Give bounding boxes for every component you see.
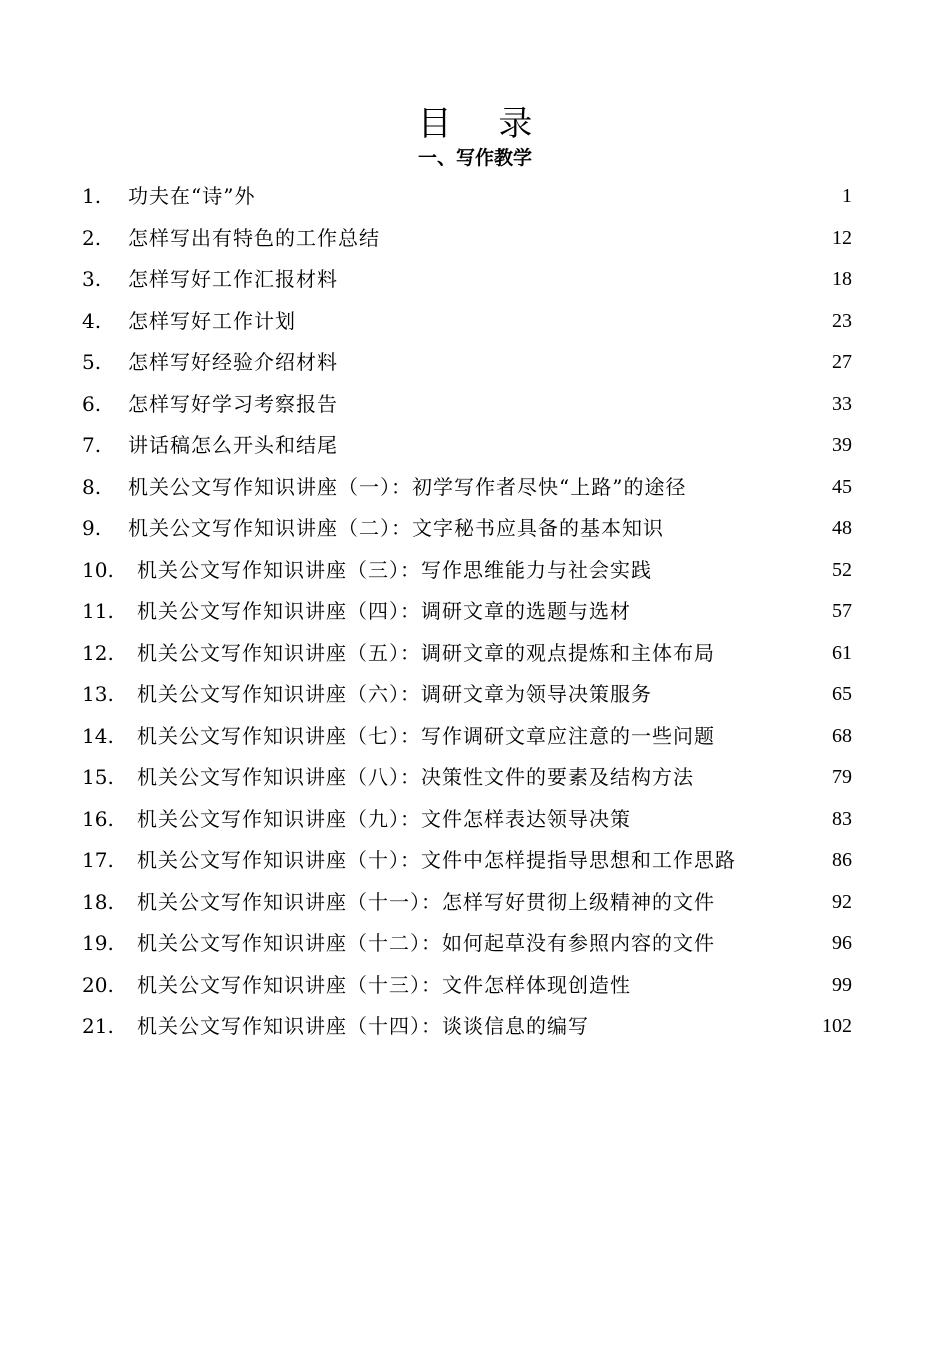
toc-entry-page-number: 39 [832,434,852,456]
toc-entry-title[interactable]: 怎样写好学习考察报告 [128,391,338,416]
toc-entry-page-number: 57 [832,600,852,622]
toc-entry-title[interactable]: 机关公文写作知识讲座（八）：决策性文件的要素及结构方法 [137,765,694,789]
toc-entry[interactable] [82,674,852,716]
toc-entry-number: 8. [82,474,102,499]
toc-entry[interactable] [82,716,852,758]
toc-entry-number: 13. [82,682,114,706]
toc-entry[interactable] [82,550,852,592]
toc-entry-page-number: 83 [832,807,852,830]
toc-entry-page-number: 92 [832,890,852,913]
toc-entry-number: 11. [82,599,114,623]
toc-entry-number: 3. [82,267,102,291]
toc-entry-page-number: 86 [832,849,852,871]
toc-entry-number: 15. [82,765,114,789]
toc-entry[interactable] [82,425,852,467]
toc-entry-page-number: 102 [822,1015,852,1037]
toc-entry-page-number: 99 [832,973,852,996]
toc-entry[interactable] [82,965,852,1007]
toc-entry-page-number: 65 [832,683,852,705]
toc-entry[interactable] [82,591,852,633]
toc-entry[interactable] [82,923,852,965]
toc-entry-number: 21. [82,1014,114,1038]
toc-entry-title[interactable]: 机关公文写作知识讲座（五）：调研文章的观点提炼和主体布局 [137,640,715,665]
toc-entry-title[interactable]: 讲话稿怎么开头和结尾 [128,433,338,457]
toc-entry[interactable] [82,799,852,841]
toc-entry-page-number: 1 [842,185,852,207]
toc-entry-number: 12. [82,640,114,665]
toc-entry-number: 1. [82,184,102,208]
toc-entry-title[interactable]: 怎样写出有特色的工作总结 [128,225,380,250]
toc-entry[interactable] [82,1006,852,1048]
toc-entry-number: 10. [82,557,114,582]
toc-entry-number: 9. [82,516,102,540]
toc-entry-title[interactable]: 机关公文写作知识讲座（十一）：怎样写好贯彻上级精神的文件 [137,889,715,914]
toc-entry[interactable] [82,508,852,550]
toc-entry-page-number: 61 [832,641,852,664]
table-of-contents [82,176,852,1048]
toc-entry-title[interactable]: 机关公文写作知识讲座（一）：初学写作者尽快“上路”的途径 [128,474,687,499]
toc-entry-page-number: 12 [832,226,852,249]
toc-entry-number: 2. [82,225,102,250]
toc-entry-title[interactable]: 功夫在“诗”外 [128,184,256,208]
toc-entry-title[interactable]: 机关公文写作知识讲座（二）：文字秘书应具备的基本知识 [128,516,664,540]
toc-entry-number: 7. [82,433,102,457]
toc-entry-page-number: 48 [832,517,852,539]
toc-entry[interactable] [82,342,852,384]
toc-entry-number: 4. [82,308,102,333]
toc-entry-number: 17. [82,848,114,872]
toc-entry-page-number: 68 [832,724,852,747]
toc-entry-page-number: 79 [832,766,852,788]
toc-entry-page-number: 45 [832,475,852,498]
toc-entry-title[interactable]: 机关公文写作知识讲座（七）：写作调研文章应注意的一些问题 [137,723,715,748]
toc-entry[interactable] [82,882,852,924]
toc-entry[interactable] [82,840,852,882]
toc-entry[interactable] [82,467,852,509]
toc-entry-page-number: 52 [832,558,852,581]
toc-entry-title[interactable]: 机关公文写作知识讲座（四）：调研文章的选题与选材 [137,599,631,623]
toc-entry-title[interactable]: 机关公文写作知识讲座（十二）：如何起草没有参照内容的文件 [137,931,715,955]
toc-entry-number: 18. [82,889,114,914]
toc-entry[interactable] [82,384,852,426]
toc-entry[interactable] [82,301,852,343]
toc-entry-number: 5. [82,350,102,374]
toc-entry-number: 16. [82,806,114,831]
toc-entry-page-number: 18 [832,268,852,290]
toc-entry[interactable] [82,633,852,675]
toc-entry-page-number: 27 [832,351,852,373]
toc-entry-title[interactable]: 怎样写好经验介绍材料 [128,350,338,374]
toc-entry-title[interactable]: 机关公文写作知识讲座（十）：文件中怎样提指导思想和工作思路 [137,848,736,872]
toc-entry[interactable] [82,176,852,218]
page-title: 目 录 [417,104,551,144]
toc-entry-page-number: 23 [832,309,852,332]
toc-entry-number: 14. [82,723,114,748]
toc-entry-title[interactable]: 机关公文写作知识讲座（九）：文件怎样表达领导决策 [137,806,631,831]
toc-entry[interactable] [82,218,852,260]
toc-entry-number: 20. [82,972,114,997]
toc-entry-title[interactable]: 机关公文写作知识讲座（十三）：文件怎样体现创造性 [137,972,631,997]
toc-entry-title[interactable]: 怎样写好工作计划 [128,308,296,333]
toc-entry-title[interactable]: 机关公文写作知识讲座（十四）：谈谈信息的编写 [137,1014,589,1038]
toc-entry-title[interactable]: 怎样写好工作汇报材料 [128,267,338,291]
toc-entry-page-number: 96 [832,932,852,954]
toc-entry[interactable] [82,259,852,301]
toc-entry-title[interactable]: 机关公文写作知识讲座（三）：写作思维能力与社会实践 [137,557,652,582]
toc-entry-page-number: 33 [832,392,852,415]
toc-entry[interactable] [82,757,852,799]
toc-entry-number: 19. [82,931,114,955]
section-heading: 一、写作教学 [417,147,532,169]
toc-entry-number: 6. [82,391,102,416]
toc-entry-title[interactable]: 机关公文写作知识讲座（六）：调研文章为领导决策服务 [137,682,652,706]
